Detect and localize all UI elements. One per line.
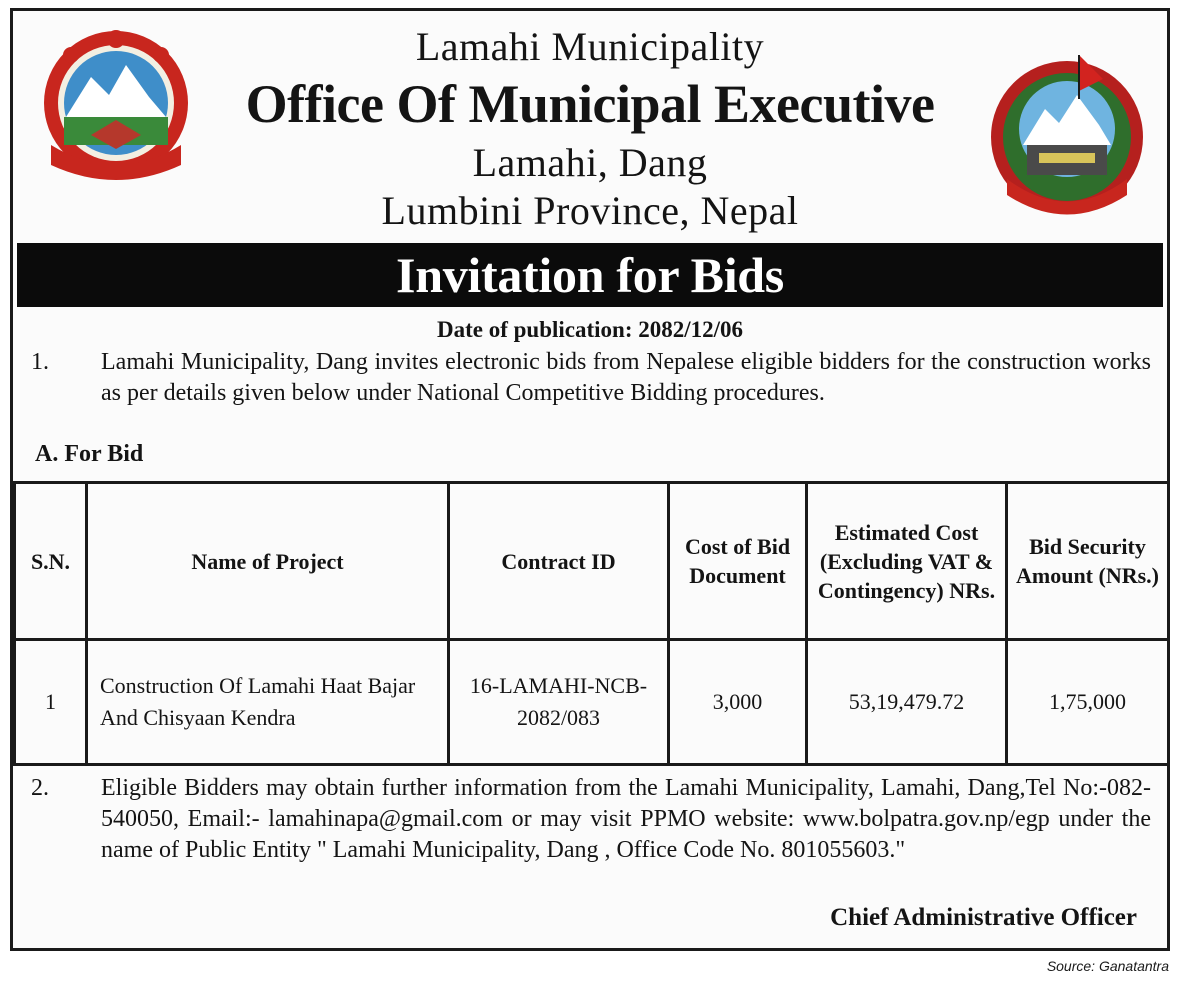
tender-notice bbox=[10, 8, 1170, 951]
section-a-label: A. For Bid bbox=[35, 441, 144, 467]
cell-contract-id: 16-LAMAHI-NCB-2082/083 bbox=[449, 640, 669, 765]
office-title: Office Of Municipal Executive bbox=[245, 74, 935, 134]
municipality-logo-icon bbox=[987, 49, 1147, 219]
signature-title: Chief Administrative Officer bbox=[830, 904, 1137, 931]
city-line: Lamahi, Dang bbox=[472, 140, 708, 185]
header-bid-security: Bid Security Amount (NRs.) bbox=[1007, 483, 1169, 640]
paragraph-1: Lamahi Municipality, Dang invites electronic bids from Nepalese eligible bidders for the construction works as per details given below under National Competitive Bidding procedures. bbox=[101, 349, 1151, 406]
header-contract-id: Contract ID bbox=[449, 483, 669, 640]
invitation-banner: Invitation for Bids bbox=[17, 243, 1163, 307]
paragraph-1-number: 1. bbox=[31, 349, 49, 375]
cell-sn: 1 bbox=[15, 640, 87, 765]
municipality-name: Lamahi Municipality bbox=[415, 24, 765, 69]
paragraph-2: Eligible Bidders may obtain further information from the Lamahi Municipality, Lamahi, Dang,Tel No:-082-540050, Email:- lamahinapa@gmail.com or may visit PPMO website: www.bolpatra.gov.np/egp under the name of Public Entity " Lamahi Municipality, Dang , Office Code No. 801055603." bbox=[101, 775, 1151, 863]
cell-bid-security: 1,75,000 bbox=[1007, 640, 1169, 765]
paragraph-2-number: 2. bbox=[31, 775, 49, 801]
cell-estimated-cost: 53,19,479.72 bbox=[807, 640, 1007, 765]
source-credit: Source: Ganatantra bbox=[1046, 958, 1169, 974]
cell-project: Construction Of Lamahi Haat Bajar And Chisyaan Kendra bbox=[87, 640, 449, 765]
bid-table bbox=[13, 481, 1170, 766]
table-row bbox=[15, 640, 1169, 765]
header-cost-document: Cost of Bid Document bbox=[669, 483, 807, 640]
header-sn: S.N. bbox=[15, 483, 87, 640]
header-estimated-cost: Estimated Cost (Excluding VAT & Contingency) NRs. bbox=[807, 483, 1007, 640]
province-line: Lumbini Province, Nepal bbox=[381, 188, 799, 233]
header-project: Name of Project bbox=[87, 483, 449, 640]
publication-date: Date of publication: 2082/12/06 bbox=[436, 317, 744, 342]
table-header-row bbox=[15, 483, 1169, 640]
cell-cost-document: 3,000 bbox=[669, 640, 807, 765]
notice-header bbox=[13, 11, 1167, 243]
